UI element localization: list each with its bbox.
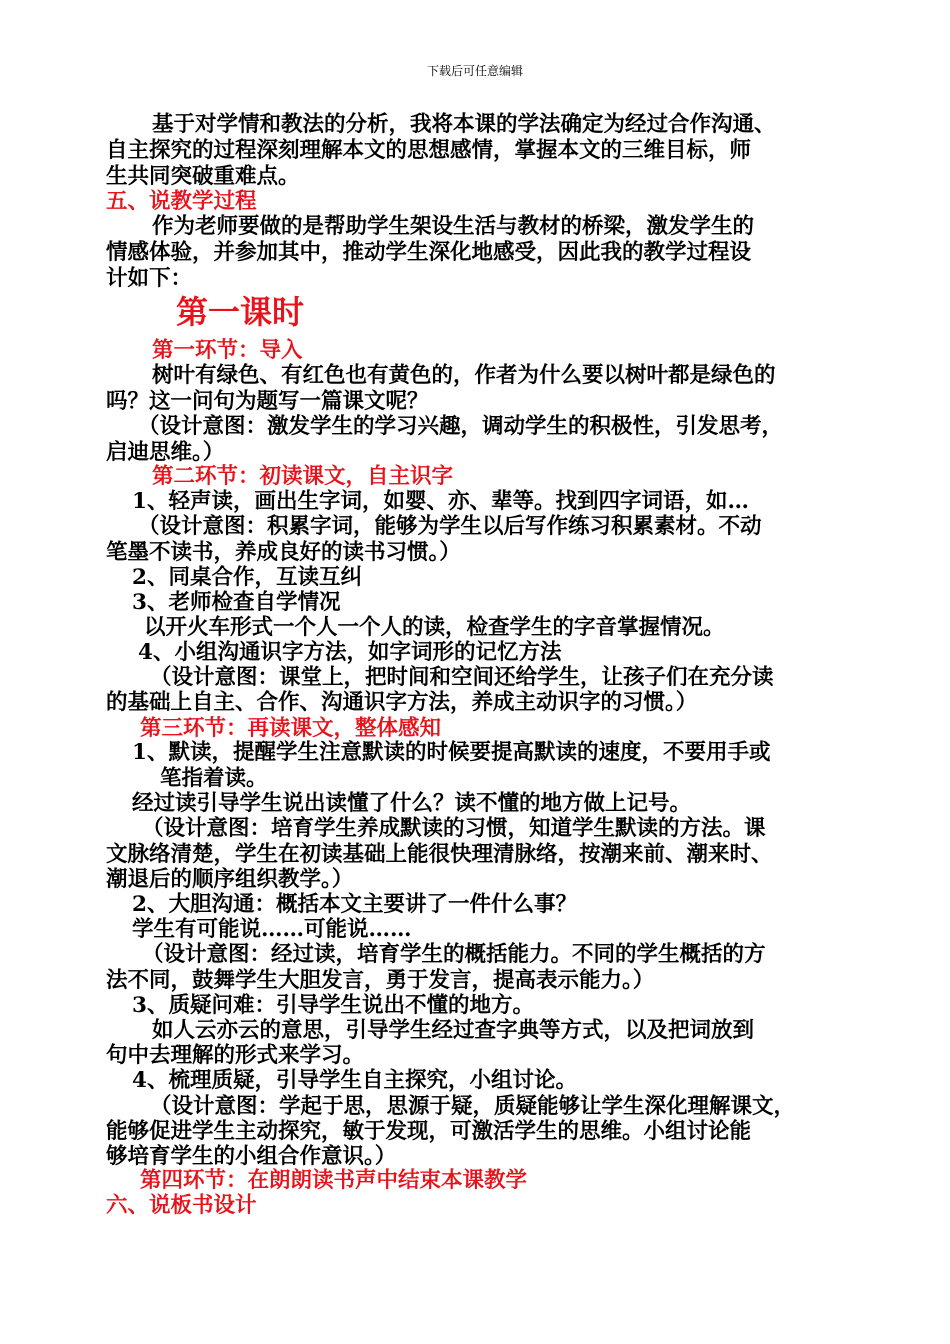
text-line: （设计意图：培育学生养成默读的习惯，知道学生默读的方法。课 <box>142 816 766 841</box>
text-line: （设计意图：激发学生的学习兴趣，调动学生的积极性，引发思考， <box>138 414 784 439</box>
section-heading: 第三环节：再读课文，整体感知 <box>140 716 442 741</box>
text-line: 够培育学生的小组合作意识。） <box>106 1144 397 1169</box>
text-line: 笔指着读。 <box>160 766 268 791</box>
text-line: 笔墨不读书，养成良好的读书习惯。） <box>106 540 461 565</box>
text-line: 法不同，鼓舞学生大胆发言，勇于发言，提高表示能力。） <box>106 968 655 993</box>
text-line: 2、同桌合作，互读互纠 <box>132 565 362 590</box>
text-line: 4、小组沟通识字方法，如字词形的记忆方法 <box>138 640 562 665</box>
text-line: 作为老师要做的是帮助学生架设生活与教材的桥梁，激发学生的 <box>152 214 755 239</box>
text-line: 句中去理解的形式来学习。 <box>106 1043 365 1068</box>
text-line: 3、质疑问难：引导学生说出不懂的地方。 <box>132 993 534 1018</box>
text-line: 1、默读，提醒学生注意默读的时候要提高默读的速度，不要用手或 <box>132 740 771 765</box>
section-heading: 六、说板书设计 <box>106 1193 257 1218</box>
text-line: 能够促进学生主动探究，敏于发现，可激活学生的思维。小组讨论能 <box>106 1119 752 1144</box>
text-line: 经过读引导学生说出读懂了什么？读不懂的地方做上记号。 <box>132 791 692 816</box>
text-line: （设计意图：学起于思，思源于疑，质疑能够让学生深化理解课文， <box>150 1094 796 1119</box>
page-header: 下载后可任意编辑 <box>426 64 523 78</box>
text-line: 如人云亦云的意思，引导学生经过查字典等方式，以及把词放到 <box>152 1018 755 1043</box>
text-line: 自主探究的过程深刻理解本文的思想感情，掌握本文的三维目标，师 <box>106 138 752 163</box>
text-line: 3、老师检查自学情况 <box>132 590 341 615</box>
text-line: 吗？这一问句为题写一篇课文呢？ <box>106 389 429 414</box>
text-line: 计如下： <box>106 266 193 291</box>
text-line: （设计意图：积累字词，能够为学生以后写作练习积累素材。不动 <box>138 514 762 539</box>
text-line: 启迪思维。） <box>106 440 225 465</box>
text-line: 树叶有绿色、有红色也有黄色的，作者为什么要以树叶都是绿色的 <box>152 363 776 388</box>
text-line: 文脉络清楚，学生在初读基础上能很快理清脉络，按潮来前、潮来时、 <box>106 842 773 867</box>
text-line: 4、梳理质疑，引导学生自主探究，小组讨论。 <box>132 1068 577 1093</box>
section-heading: 第四环节：在朗朗读书声中结束本课教学 <box>140 1168 528 1193</box>
text-line: （设计意图：经过读，培育学生的概括能力。不同的学生概括的方 <box>142 942 766 967</box>
text-line: 的基础上自主、合作、沟通识字方法，养成主动识字的习惯。） <box>106 690 698 715</box>
text-line: 2、大胆沟通：概括本文主要讲了一件什么事？ <box>132 892 577 917</box>
text-line: 基于对学情和教法的分析，我将本课的学法确定为经过合作沟通、 <box>152 112 776 137</box>
section-heading: 第二环节：初读课文，自主识字 <box>152 464 454 489</box>
section-heading: 五、说教学过程 <box>106 189 257 214</box>
text-line: （设计意图：课堂上，把时间和空间还给学生，让孩子们在充分读 <box>150 665 774 690</box>
text-line: 学生有可能说……可能说…… <box>132 917 412 942</box>
section-heading: 第一课时 <box>176 293 305 331</box>
text-line: 生共同突破重难点。 <box>106 164 300 189</box>
text-line: 情感体验，并参加其中，推动学生深化地感受，因此我的教学过程设 <box>106 240 752 265</box>
text-line: 以开火车形式一个人一个人的读，检查学生的字音掌握情况。 <box>144 615 725 640</box>
text-line: 潮退后的顺序组织教学。） <box>106 867 354 892</box>
section-heading: 第一环节：导入 <box>152 338 303 363</box>
text-line: 1、轻声读，画出生字词，如婴、亦、辈等。找到四字词语，如… <box>132 489 749 514</box>
